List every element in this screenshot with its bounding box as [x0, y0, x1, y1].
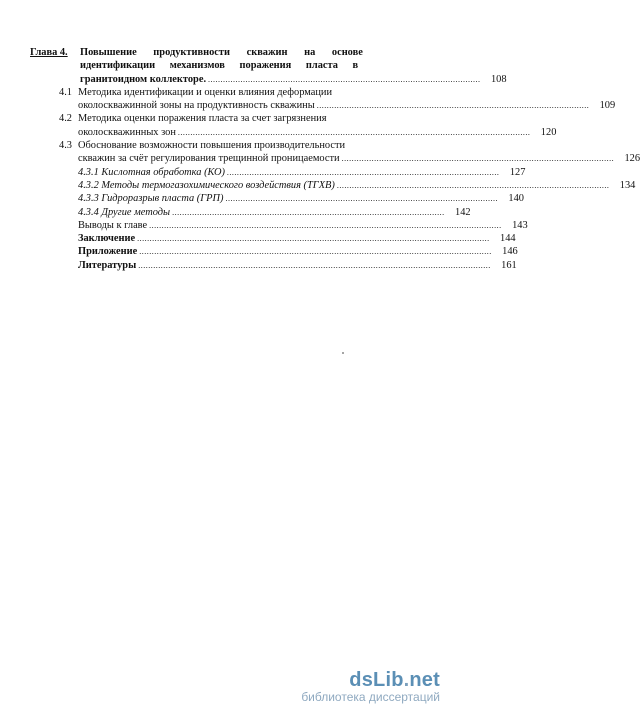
table-of-contents — [30, 46, 640, 272]
section-number: 4.3 — [59, 140, 72, 152]
section-line-2-text: скважин за счёт регулирования трещинной проницаемости — [78, 153, 340, 165]
dot-leader: ............................................................................................................................................. — [177, 127, 531, 137]
number-spacer — [30, 259, 78, 272]
entry-body — [78, 245, 518, 258]
number-spacer — [30, 219, 78, 232]
subsection-line — [78, 179, 635, 192]
toc-subsection-4-3-4[interactable] — [30, 206, 471, 219]
subsection-line — [78, 206, 471, 219]
page-number: 140 — [508, 193, 524, 205]
subsection-line — [78, 166, 525, 179]
page-number: 161 — [501, 259, 517, 271]
dot-leader: ............................................................................................................. — [336, 180, 610, 190]
dot-leader: ............................................................................................................. — [208, 74, 481, 84]
subsection-text: 4.3.4 Другие методы — [78, 206, 171, 218]
section-body — [78, 139, 640, 166]
page-number: 120 — [540, 126, 557, 138]
watermark-logo-dot: . — [403, 669, 410, 691]
dot-leader: ............................................................................................................................................. — [138, 260, 491, 270]
dot-leader: ............................................................................................................................................. — [137, 234, 490, 244]
toc-subsection-4-3-1[interactable] — [30, 166, 526, 179]
entry-text: Заключение — [78, 233, 136, 245]
chapter-title-line-2: идентификации механизмов поражения пласта в — [80, 60, 359, 72]
page-number: 126 — [624, 153, 640, 165]
entry-line — [78, 232, 516, 245]
entry-body — [78, 259, 517, 272]
toc-section-4-3[interactable] — [30, 139, 640, 166]
page-number: 108 — [490, 73, 507, 85]
section-line-1: Методика оценки поражения пласта за счет загрязнения — [78, 113, 327, 125]
chapter-label: Глава 4. — [30, 47, 68, 58]
dot-leader: ............................................................................................................. — [316, 101, 590, 111]
dot-leader: ............................................................................................................. — [341, 154, 615, 164]
page-number: 109 — [599, 100, 616, 112]
chapter-title-line-1: Повышение продуктивности скважин на основе — [80, 47, 363, 58]
section-line-2 — [78, 99, 615, 112]
subsection-body — [78, 179, 635, 192]
page-number: 146 — [502, 246, 518, 258]
section-body — [78, 112, 556, 139]
page-number: 144 — [500, 233, 516, 245]
dot-leader: ............................................................................................................. — [226, 167, 500, 177]
scan-speck — [342, 352, 344, 354]
toc-literature[interactable] — [30, 259, 517, 272]
toc-section-4-1[interactable] — [30, 86, 616, 113]
section-line-2-text: околоскважинной зоны на продуктивность скважины — [78, 100, 315, 112]
watermark-subtitle: библиотека диссертаций — [301, 690, 440, 704]
dot-leader: ............................................................................................................. — [225, 194, 498, 204]
chapter-title-line-3 — [80, 73, 507, 86]
chapter-title-line-3-text: гранитоидном коллекторе. — [80, 73, 207, 85]
dot-leader: ............................................................................................................................................. — [139, 247, 492, 257]
entry-line — [78, 245, 518, 258]
watermark-logo-tld: net — [409, 669, 440, 691]
toc-chapter-conclusions[interactable] — [30, 219, 528, 232]
watermark — [301, 669, 440, 704]
section-line-2-text: околоскважинных зон — [78, 126, 176, 138]
subsection-body — [78, 166, 525, 179]
number-spacer — [30, 232, 78, 245]
entry-text: Приложение — [78, 246, 138, 258]
section-number: 4.2 — [59, 113, 72, 125]
toc-appendix[interactable] — [30, 245, 518, 258]
number-spacer — [30, 179, 78, 192]
subsection-text: 4.3.1 Кислотная обработка (КО) — [78, 166, 225, 178]
watermark-logo — [301, 669, 440, 692]
section-number: 4.1 — [59, 86, 72, 98]
toc-chapter-4[interactable] — [30, 46, 507, 86]
entry-body — [78, 219, 528, 232]
page-number: 127 — [509, 166, 526, 178]
page-number: 134 — [619, 179, 636, 191]
watermark-logo-main: dsLib — [349, 669, 404, 691]
section-line-2 — [78, 126, 556, 139]
entry-body — [78, 232, 516, 245]
entry-text: Выводы к главе — [78, 219, 148, 231]
subsection-text: 4.3.3 Гидроразрыв пласта (ГРП) — [78, 193, 224, 205]
entry-line — [78, 259, 517, 272]
page-number: 142 — [455, 206, 471, 218]
subsection-body — [78, 192, 524, 205]
number-spacer — [30, 245, 78, 258]
toc-conclusion[interactable] — [30, 232, 516, 245]
section-line-1: Методика идентификации и оценки влияния деформации — [78, 86, 333, 98]
number-spacer — [30, 206, 78, 219]
toc-section-4-2[interactable] — [30, 112, 557, 139]
number-spacer — [30, 166, 78, 179]
section-body — [78, 86, 615, 113]
dot-leader: ............................................................................................................. — [172, 207, 445, 217]
entry-text: Литературы — [78, 259, 137, 271]
subsection-text: 4.3.2 Методы термогазохимического воздействия (ТГХВ) — [78, 179, 335, 191]
page-number: 143 — [512, 219, 528, 231]
section-line-2 — [78, 152, 640, 165]
subsection-body — [78, 206, 471, 219]
subsection-line — [78, 192, 524, 205]
entry-line — [78, 219, 528, 232]
section-line-1: Обоснование возможности повышения производительности — [78, 140, 346, 152]
toc-subsection-4-3-3[interactable] — [30, 192, 524, 205]
number-spacer — [30, 192, 78, 205]
toc-subsection-4-3-2[interactable] — [30, 179, 636, 192]
chapter-body — [80, 46, 507, 86]
dot-leader: ............................................................................................................................................. — [149, 220, 502, 230]
